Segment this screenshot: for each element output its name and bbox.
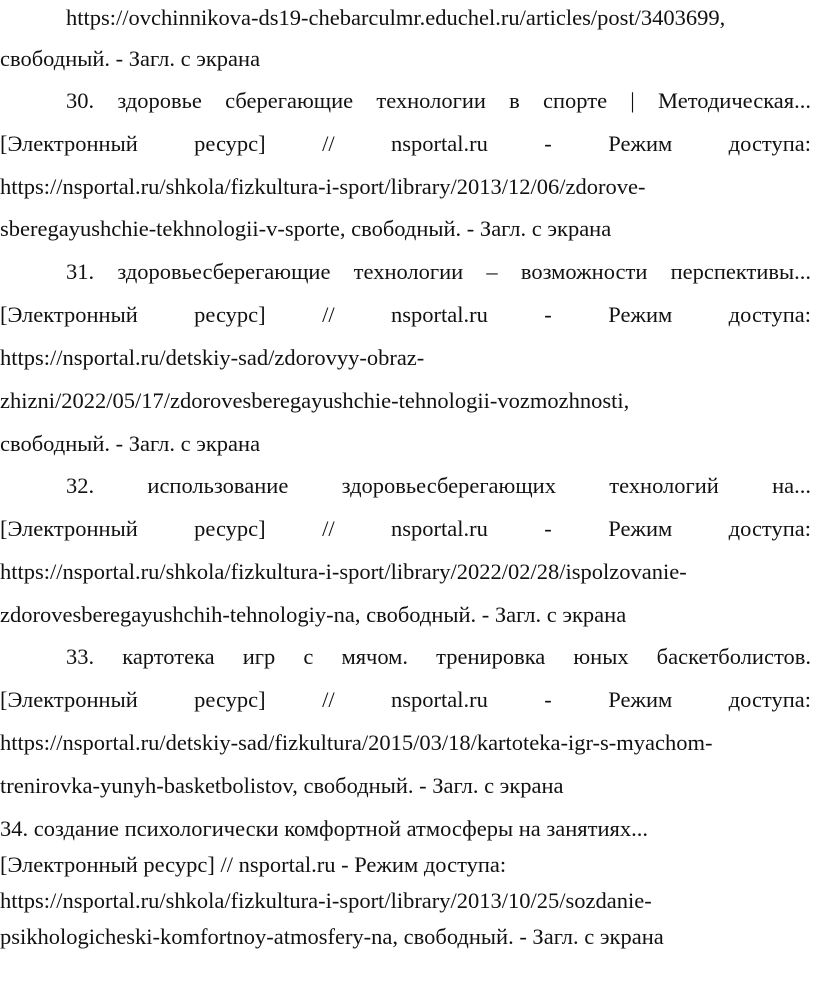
reference-33-tail-line: trenirovka-yunyh-basketbolistov, свободный. - Загл. с экрана	[0, 773, 564, 798]
reference-32-tail-line: zdorovesberegayushchih-tehnologiy-na, свободный. - Загл. с экрана	[0, 602, 627, 627]
reference-32-title-line: 32. использование здоровьесберегающих технологий на...	[66, 473, 811, 498]
reference-31-title-line: 31. здоровьесберегающие технологии – возможности перспективы...	[66, 259, 811, 284]
reference-33-url-line: https://nsportal.ru/detskiy-sad/fizkultura/2015/03/18/kartoteka-igr-s-myachom-	[0, 730, 713, 755]
reference-33-title-line: 33. картотека игр с мячом. тренировка юных баскетболистов.	[66, 644, 811, 669]
reference-31-url-continuation-line: zhizni/2022/05/17/zdorovesberegayushchie-tehnologii-vozmozhnosti,	[0, 388, 630, 413]
reference-29-url-line: https://ovchinnikova-ds19-chebarculmr.educhel.ru/articles/post/3403699,	[66, 5, 726, 30]
reference-30-tail-line: sberegayushchie-tekhnologii-v-sporte, свободный. - Загл. с экрана	[0, 216, 612, 241]
reference-31-resource-line: [Электронный ресурс] // nsportal.ru - Режим доступа:	[0, 302, 811, 327]
reference-29-tail-line: свободный. - Загл. с экрана	[0, 46, 261, 71]
reference-34-resource-line: [Электронный ресурс] // nsportal.ru - Режим доступа:	[0, 852, 507, 877]
reference-31-tail-line: свободный. - Загл. с экрана	[0, 431, 261, 456]
reference-33-resource-line: [Электронный ресурс] // nsportal.ru - Режим доступа:	[0, 687, 811, 712]
reference-30-url-line: https://nsportal.ru/shkola/fizkultura-i-sport/library/2013/12/06/zdorove-	[0, 174, 646, 199]
reference-34-title-line: 34. создание психологически комфортной атмосферы на занятиях...	[0, 816, 648, 841]
reference-32-resource-line: [Электронный ресурс] // nsportal.ru - Режим доступа:	[0, 516, 811, 541]
reference-30-title-line: 30. здоровье сберегающие технологии в спорте | Методическая...	[66, 88, 811, 113]
reference-31-url-line: https://nsportal.ru/detskiy-sad/zdorovyy-obraz-	[0, 345, 425, 370]
reference-34-url-line: https://nsportal.ru/shkola/fizkultura-i-sport/library/2013/10/25/sozdanie-	[0, 888, 652, 913]
reference-34-tail-line: psikhologicheski-komfortnoy-atmosfery-na, свободный. - Загл. с экрана	[0, 924, 664, 949]
reference-32-url-line: https://nsportal.ru/shkola/fizkultura-i-sport/library/2022/02/28/ispolzovanie-	[0, 559, 687, 584]
reference-30-resource-line: [Электронный ресурс] // nsportal.ru - Режим доступа:	[0, 131, 811, 156]
